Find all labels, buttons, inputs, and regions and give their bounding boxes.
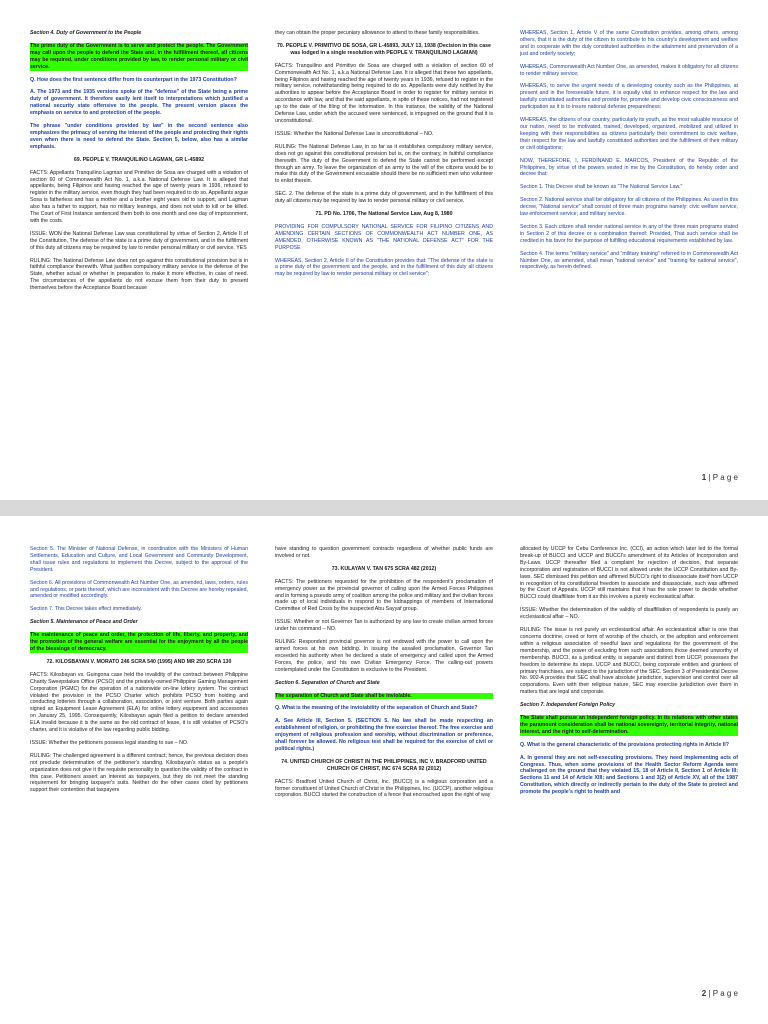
page1-column-1 [30,30,248,298]
paragraph: RULING: The challenged agreement is a different contract; hence, the previous decision does not preclude determination of the petitioner's standing. Kilosbayan's status as a people's organization does not give it the requisite personality to question the validity of the contract in this case. Petitioners assert an interest as taxpayers, but they do not meet the standing requirement for bringing taxpayer's suits. Neither do the other cases cited by petitioners support their contention that taxpayers [30,752,248,794]
paragraph: Section 3. Each citizen shall render national service in any of the three main programs stated in Section 2 of this decree or a combination thereof: Provided, That such service shall be credited in his favor for the purpose of fulfilling educational requirements established by law. [520,223,738,244]
paragraph: RULING: Respondent provincial governor is not endowed with the power to call upon the armed forces at his own bidding. In issuing the assailed proclamation, Governor Tan exceeded his authority when he declared a state of emergency and called upon the Armed Forces, the police, and his own Civilian Emergency Force. The calling-out powers contemplated under the Constitution is exclusive to the President. [275,639,493,673]
paragraph: ISSUE: Whether or not Governor Tan is authorized by any law to create civilian armed forces under his command – NO. [275,619,493,633]
page1-column-2 [275,30,493,284]
page2-column-2 [275,546,493,805]
paragraph: PROVIDING FOR COMPULSORY NATIONAL SERVICE FOR FILIPINO CITIZENS AND AMENDING CERTAIN SECTIONS OF COMMONWEALTH ACT NUMBER ONE, AS AMENDED, OTHERWISE KNOWN AS "THE NATIONAL DEFENSE ACT" FOR THE PURPOSE [275,223,493,251]
paragraph: 71. PD No. 1706, The National Service Law, Aug 8, 1980 [315,211,453,218]
paragraph: Section 2. National service shall be obligatory for all citizens of the Philippines. As used in this decree, "National service" shall consist of three main programs namely: civic welfare service, law enforcement service; and military service. [520,197,738,218]
page-2 [0,516,768,1016]
paragraph: FACTS: Appellants Tranquilino Lagman and Primitivo de Sosa are charged with a violation of section 60 of Commonwealth Act No. 1, a.k.a. National Defense Law. It is alleged that appellants, being Filipinos and having reached the age of twenty years in 1936, refused to register in the military service, even though they had been required to do so. Appellants argue Sosa is fatherless and has a mother and a brother eight years old to support, and Lagman also has a father to support, has no military leanings, and does not wish to kill or be killed. The Court of First Instance sentenced them both to one month and one day of imprisonment, with the costs. [30,169,248,224]
paragraph: ISSUE: Whether the determination of the validity of disaffiliation of respondents is purely an ecclesiastical affair – NO. [520,607,738,621]
paragraph: Section 4. Duty of Government to the People [30,30,142,36]
paragraph: Section 4. The terms "military service" and "military training" referred to in Commonwealth Act Number One, as amended, shall mean "national service" and "training for national service", respectively, as herein defined. [520,250,738,271]
page-separator [0,500,768,516]
paragraph: Section 6. All provisions of Commonwealth Act Number One, as amended, laws, orders, rules and regulations, or parts thereof, which are inconsistent with this Decree are hereby repealed, amended or modified accordingly. [30,579,248,600]
paragraph: Section 5. Maintenance of Peace and Order [30,619,138,626]
paragraph: The State shall pursue an independent foreign policy. In its relations with other states the paramount consideration shall be national sovereignty, territorial integrity, national interest, and the right to self-determination. [520,715,738,735]
paragraph: WHEREAS, Section 1, Article V of the same Constitution provides, among others, among others, that it is the duty of the citizen to contribute to his country's development and welfare and to cooperate with the duly constituted authorities in the attainment and preservation of a just and orderly society; [520,30,738,57]
paragraph: 70. PEOPLE V. PRIMITIVO DE SOSA, GR L-45893, JULY 13, 1938 (Decision in this case was lodged in a single resolution with PEOPLE V. TRANQUILINO LAGMAN) [277,42,491,56]
page-label: | P a g e [708,989,738,998]
paragraph: Q. What is the general characteristic of the provisions protecting rights in Article II? [520,741,729,748]
paragraph: 74. UNITED CHURCH OF CHRIST IN THE PHILIPPINES, INC V. BRADFORD UNITED CHURCH OF CHRIST, INC 674 SCRA 92 (2012) [281,758,487,772]
paragraph: A. The 1973 and the 1935 versions spoke of the "defense" of the State being a prime duty of government. It therefore easily lent itself to interpretations which justified a national security state offensive to the people. The present version places the emphasis on service to and protection of the people. [30,89,248,117]
page2-column-1 [30,546,248,800]
paragraph: they can obtain the proper pecuniary allowance to attend to these family responsibilities. [275,30,480,36]
page-label: | P a g e [708,473,738,482]
paragraph: 69. PEOPLE V. TRANQUILINO LAGMAN, GR L-45892 [73,156,205,163]
paragraph: Q. How does the first sentence differ from its counterpart in the 1973 Constitution? [30,76,237,83]
page1-footer [702,473,738,482]
paragraph: RULING: The National Defense Law, in so far as it establishes compulsory military service, does not go against this constitutional provision but is, on the contrary, in faithful compliance therewith. The duty of the Government to defend the State cannot be performed except through an army. To leave the organization of an army to the will of the citizens would be to make this duty of the Government excusable should there be no sufficient men who volunteer to enlist therein. [275,143,493,185]
paragraph: SEC. 2. The defense of the state is a prime duty of government, and in the fulfillment of this duty all citizens may be required by law to render personal military or civil service. [275,191,493,205]
paragraph: FACTS: Tranquilino and Primitivo de Sosa are charged with a violation of section 60 of Commonwealth Act No. 1, a.k.a National Defense Law. It is alleged that these two appellants, being Filipinos and having reached the age of twenty years in 1936, refused to register in the military service, notwithstanding being required to do so. Appellants were duly notified by the authorities to appear before the Acceptance Board in order to register for military service in accordance with law, and that the said appellants, in spite of these notices, had not registered up to the date of the filing of the information. In this instance, the validity of the National Defense Law, under which the accused were sentenced, is impugned on the ground that it is unconstitutional. [275,62,493,124]
page2-footer [702,989,738,998]
page1-column-3 [520,30,738,277]
page-number: 1 [701,473,707,482]
paragraph: The prime duty of the Government is to serve and protect the people. The Government may call upon the people to defend the State and, in the fulfillment thereof, all citizens may be required, under conditions provided by law, to render personal military or civil service. [30,42,248,70]
paragraph: ISSUE: WON the National Defense Law was constitutional by virtue of Section 2, Article II of the Constitution, The defense of the state is a prime duty of government, and in the fulfillment of this duty all citizens may be required by law to render personal military or civil service. YES [30,230,248,251]
paragraph: 73. KULAYAN V. TAN 675 SCRA 482 (2012) [331,565,437,572]
paragraph: Section 5. The Minister of National Defense, in coordination with the Ministers of Human Settlements, Education and Culture, and Local Government and Community Development, shall issue rules and regulations to implement this Decree, subject to the approval of the President. [30,546,248,573]
paragraph: The maintenance of peace and order, the protection of life, liberty, and property, and the promotion of the general welfare are essential for the enjoyment by all the people of the blessings of democracy. [30,632,248,652]
paragraph: A. See Article III, Section 5. (SECTION 5. No law shall be made respecting an establishment of religion, or prohibiting the free exercise thereof. The free exercise and enjoyment of religious profession and worship, without discrimination or preference, shall forever be allowed. No religious test shall be required for the exercise of civil or political rights.) [275,718,493,752]
paragraph: Section 1. This Decree shall be known as "The National Service Law." [520,184,683,191]
paragraph: RULING: The National Defense Law does not go against this constitutional provision but is in faithful compliance therewith. What justifies compulsory military service is the defense of the State, whether actual or whether in preparation to make it more effective, in case of need. The circumstances of the appellants do not excuse them from their duty to present themselves before the Acceptance Board because [30,257,248,292]
paragraph: 72. KILOSBAYAN V. MORATO 246 SCRA 540 (1995) AND MR 250 SCRA 130 [46,658,232,665]
paragraph: FACTS: Kilosbayan vs. Guingona case held the invalidity of the contract between Philippine Charity Sweepstakes Office (PCSO) and the privately-owned Philippine Gaming Management Corporation (PGMC) for the operation of a nationwide on-line lottery system. The contract violated the provision in the PCSO Charter which prohibits PCSO from holding and conducting lotteries through a collaboration, association, or joint venture. Both parties again signed an Equipment Lease Agreement (ELA) for online lottery equipment and accessories on January 25, 1995. Consequently, Kilosbayan again filed a petition to declare amended ELA invalid because it is the same as the old contract of lease, it is still violative of PCSO's charter, and it is violative of the law regarding public bidding. [30,671,248,734]
paragraph: A. In general they are not self-executing provisions. They need implementing acts of Congress. Thus, when some provisions of the Health Sector Reform Agenda were challenged on the ground that they violated 15, 18 of Article II, Section 1 of Article III; Sections 11 and 14 of Article XIII; and Sections 1 and 3(2) of Article XV, all of the 1987 Constitution, which directly or indirectly pertain to the duty of the State to protect and promote the people's right to health and [520,754,738,796]
paragraph: Section 7. This Decree takes effect immediately. [30,606,142,613]
paragraph: RULING: The issue is not purely an ecclesiastical affair. An ecclesiastical affair is one that concerns doctrine, creed or form of worship of the church, or the adoption and enforcement within a religious association of needful laws and regulations for the government of the membership, and the power of excluding from such associations those deemed unworthy of membership. BUCCI, as a juridical entity, is separate and distinct from UCCP, possesses the freedom to determine its steps. UCCP and BUCCI, being corporate entities and grantees of primary franchises, are subject to the jurisdiction of the SEC. Section 3 of Presidential Decree No. 902-A provides that SEC shall have absolute jurisdiction, supervision and control over all corporations. Even with their religious nature, SEC may exercise jurisdiction over them in matters that are legal and corporate. [520,627,738,696]
paragraph: WHEREAS, the citizens of our country, particularly its youth, as the most valuable resource of our nation, need to be motivated, trained, developed, organized, mobilized and utilized in keeping with their responsibilities as citizens particularly their commitment to civic welfare, their respect for the law and lawfully constituted authorities and the fulfillment of their military or civil obligations; [520,117,738,151]
page-1 [0,0,768,500]
paragraph: Section 6. Separation of Church and State [275,679,380,686]
paragraph: have standing to question government contracts regardless of whether public funds are involved or not. [275,546,493,559]
paragraph: ISSUE: Whether the National Defense Law is unconstitutional – NO. [275,130,434,137]
paragraph: The phrase "under conditions provided by law" in the second sentence also emphasizes the primacy of serving the interest of the people and protecting their rights even when there is need to defend the State. Section 5, below, also has a similar emphasis. [30,123,248,150]
paragraph: Section 7. Independent Foreign Policy [520,702,616,709]
page2-column-3 [520,546,738,802]
paragraph: WHEREAS, Commonwealth Act Number One, as amended, makes it obligatory for all citizens to render military service; [520,63,738,77]
paragraph: FACTS: Bradford United Church of Christ, Inc. (BUCCI) is a religious corporation and a former constituent of United Church of Christ in the Philippines, Inc. (UCCP), another religious corporation. BUCCI started the construction of a fence that encroached upon the right of way [275,778,493,799]
paragraph: ISSUE: Whether the petitioners possess legal standing to sue – NO. [30,739,189,746]
page-number: 2 [701,989,707,998]
paragraph: FACTS: The petitioners requested for the prohibition of the respondent's proclamation of emergency power as the provincial governor of calling upon the Armed Forces Philippines and in forming a pseudo army of coalition among the police and military and the civilian forces made up of local individuals in respond to the kidnappings of members of International Committee of Red Cross by the suspected Abu Sayyaf group. [275,578,493,613]
paragraph: allocated by UCCP for Cebu Conference Inc. (CCI), an action which later led to the formal break-up of BUCCI and UCCP and BUCCI's amendment of its Articles of Incorporation and By-Laws. UCCP thereafter filed a complaint for rejection of decision, that separate incorporation and registration of BUCCI is not allowed under the UCCP Constitution and By-laws. SEC dismissed this petition and affirmed BUCCI's right to disassociate itself from UCCP in recognition of its constitutional freedom to associate and disassociate, such was affirmed by the Court of Appeals. UCCP still maintains that it has the sole power to decide whether BUCCI could disaffiliate from it as this involves a purely ecclesiastical affair. [520,546,738,601]
paragraph: The separation of Church and State shall be inviolable. [275,693,493,700]
paragraph: Q. What is the meaning of the inviolability of the separation of Church and State? [275,705,478,712]
paragraph: NOW, THEREFORE, I, FERDINAND E. MARCOS, President of the Republic of the Philippines, by virtue of the powers vested in me by the Constitution, do hereby order and decree that: [520,157,738,178]
paragraph: WHEREAS, to serve the urgent needs of a developing country such as the Philippines, at present and in the foreseeable future, it is equally vital to enhance respect for the law and lawfully constituted authorities and provide for, promote and develop civic consciousness and participation as it is to insure national defense preparedness; [520,83,738,111]
paragraph: WHEREAS, Section 2, Article II of the Constitution provides that: "The defense of the state is a prime duty of the government and the people, and in the fulfillment of this duty all citizens may be required by law to render personal military or civil service"; [275,257,493,278]
